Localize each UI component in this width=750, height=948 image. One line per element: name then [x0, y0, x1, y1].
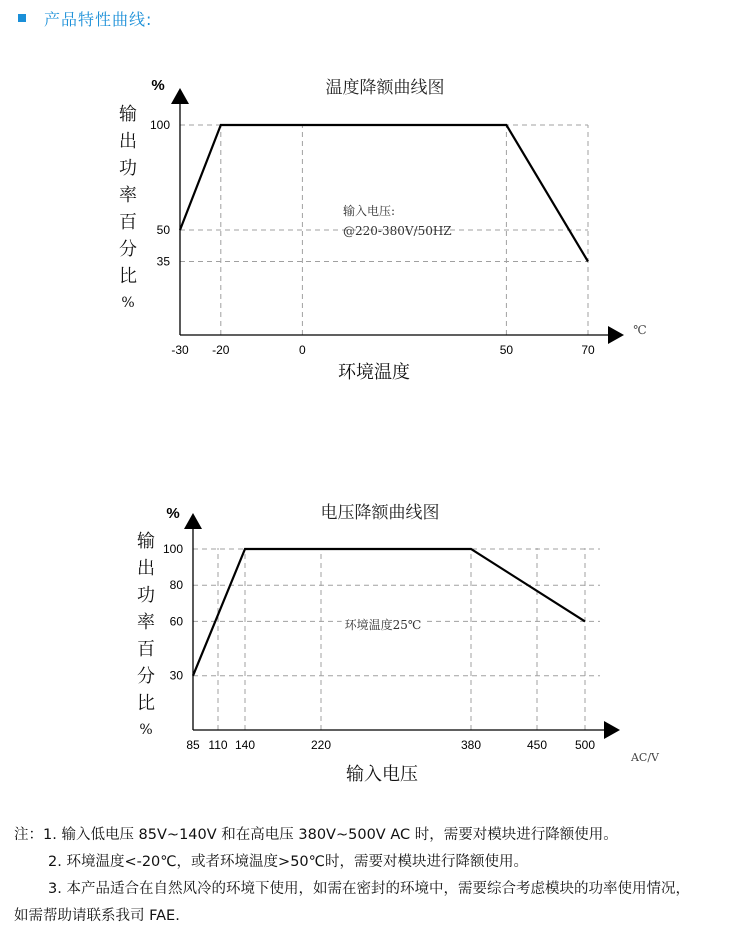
y-tick-label: 35 — [156, 254, 170, 269]
y-axis-title: 输出功率百分比% — [119, 104, 137, 311]
x-axis-title: 输入电压 — [346, 764, 418, 785]
x-tick-label: 140 — [234, 738, 256, 752]
chart-annotation: 输入电压: — [343, 204, 396, 218]
note-text-3: 3. 本产品适合在自然风冷的环境下使用，如需在密封的环境中，需要综合考虑模块的功率使用情况， — [48, 881, 690, 897]
square-bullet-icon — [18, 14, 26, 22]
chart-title: 温度降额曲线图 — [325, 78, 445, 98]
note-text-1: 1. 输入低电压 85V~140V 和在高电压 380V~500V AC 时，需要对模块进行降额使用。 — [43, 827, 618, 843]
chart-title: 电压降额曲线图 — [320, 503, 440, 523]
voltage-derating-chart — [0, 490, 750, 795]
notes-prefix: 注： — [14, 827, 43, 843]
y-tick-label: 100 — [149, 118, 170, 132]
section-title: 产品特性曲线: — [44, 9, 153, 29]
x-tick-label: 380 — [460, 738, 482, 752]
chart-annotation: @220-380V/50HZ — [343, 224, 452, 238]
note-item-2 — [14, 849, 742, 876]
y-tick-label: 60 — [169, 614, 183, 629]
note-text-2: 2. 环境温度<-20℃，或者环境温度>50℃时，需要对模块进行降额使用。 — [48, 854, 528, 870]
y-unit-label: % — [166, 505, 180, 522]
derating-curve — [180, 125, 588, 262]
derating-curve — [193, 549, 585, 676]
x-axis-arrow-icon — [604, 721, 620, 739]
note-item-3-continued — [14, 903, 742, 930]
y-tick-label: 30 — [169, 668, 183, 683]
y-axis-arrow-icon — [184, 513, 202, 529]
x-tick-label: 220 — [310, 738, 332, 752]
x-unit-label: ℃ — [633, 323, 647, 337]
y-axis-title: 输出功率百分比% — [137, 531, 155, 738]
x-axis-title: 环境温度 — [338, 362, 410, 383]
y-unit-label: % — [151, 77, 165, 94]
y-tick-label: 50 — [156, 223, 170, 237]
x-axis-arrow-icon — [608, 326, 624, 344]
x-tick-label: 0 — [299, 343, 306, 357]
chart-annotation: 环境温度25℃ — [344, 618, 422, 632]
x-tick-label: 110 — [208, 738, 228, 752]
x-tick-label: 50 — [499, 343, 514, 357]
x-tick-label: 500 — [574, 738, 596, 752]
y-tick-label: 100 — [162, 542, 183, 556]
x-tick-label: 450 — [526, 738, 548, 752]
x-tick-label: -30 — [171, 343, 189, 357]
y-axis-arrow-icon — [171, 88, 189, 104]
temperature-derating-chart — [0, 60, 750, 395]
y-tick-label: 80 — [169, 578, 183, 593]
note-item-1 — [14, 822, 742, 849]
notes-block — [14, 822, 742, 930]
x-unit-label: AC/V — [630, 751, 660, 764]
section-header — [18, 6, 152, 30]
note-item-3 — [14, 876, 742, 903]
note-text-4: 如需帮助请联系我司 FAE. — [14, 908, 180, 924]
x-tick-label: 70 — [581, 343, 595, 357]
x-tick-label: 85 — [186, 738, 200, 752]
x-tick-label: -20 — [212, 343, 230, 357]
